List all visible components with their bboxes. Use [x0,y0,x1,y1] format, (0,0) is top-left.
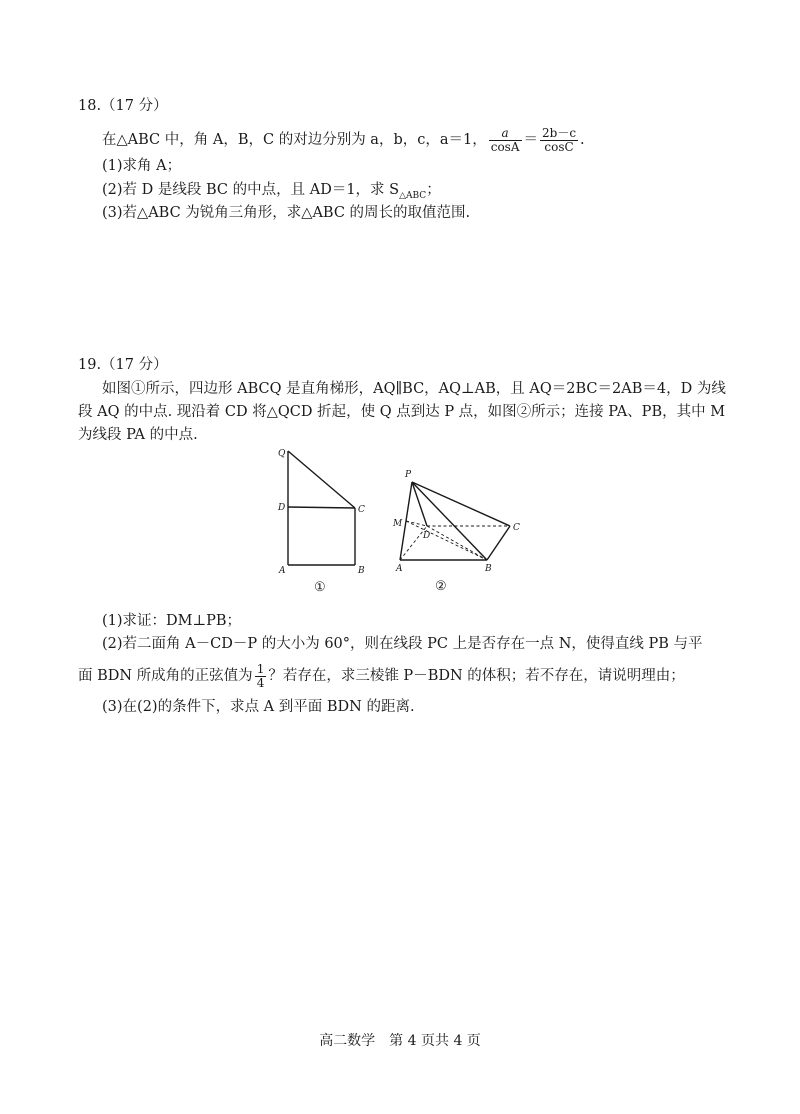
page-footer: 高二数学 第 4 页共 4 页 [319,1033,481,1049]
fig2-label-b: B [485,564,492,574]
q18-frac1-num: a [489,127,522,141]
q18-frac1-den: cosA [490,139,520,154]
fig2-label-a: A [396,564,403,574]
q19-sub3: (3)在(2)的条件下，求点 A 到平面 BDN 的距离. [102,699,415,715]
q19-sub2-frac-num: 1 [256,661,265,676]
q18-frac2-num: 2b－c [542,125,577,140]
fig2-edge-db [427,526,487,560]
q18-fraction-1 [489,127,522,154]
fig2-edge-bc [487,526,510,560]
q18-frac2-den: cosC [544,139,574,154]
fig2-edge-pb [412,482,487,560]
fig1-label-a: A [279,566,286,576]
fig2-edge-pd [412,482,427,526]
fig1-label-q: Q [278,449,286,459]
fig2-caption: ② [435,579,447,594]
fig2-edge-mb [406,521,487,560]
fig1-label-d: D [278,503,286,513]
q19-sub1: (1)求证：DM⊥PB； [102,613,242,629]
fig2-label-c: C [513,523,520,533]
q18-sub2-subscript: △ABC [399,190,427,201]
fig1-edge-dc [288,507,355,508]
q18-sub2-text: (2)若 D 是线段 BC 的中点，且 AD＝1，求 S [102,182,400,198]
q18-stem [102,124,585,156]
fig2-label-d: D [423,531,431,541]
q19-sub2-line-2 [78,660,685,692]
fig1-caption: ① [314,580,326,594]
fig2-label-p: P [405,470,412,480]
fig2-edge-md [406,521,427,526]
q18-sub3: (3)若△ABC 为锐角三角形，求△ABC 的周长的取值范围. [102,205,471,221]
fig2-edge-pc [412,482,510,526]
q18-sub1: (1)求角 A； [102,158,182,174]
fig1-label-b: B [358,566,365,576]
q19-sub2-line-1: (2)若二面角 A－CD－P 的大小为 60°，则在线段 PC 上是否存在一点 N，使得直线 PB 与平 [102,636,703,652]
q19-stem-line-3: 为线段 PA 的中点. [78,427,198,443]
q19-stem-line-1: 如图①所示，四边形 ABCQ 是直角梯形，AQ∥BC，AQ⊥AB，且 AQ＝2BC＝2AB＝4，D 为线 [102,381,726,397]
fig1-label-c: C [358,505,365,515]
q18-fraction-2 [540,127,578,154]
q19-sub2-fraction [255,663,267,690]
figure-2 [390,464,530,594]
q18-sub2-end: ； [426,182,441,198]
q18-sub2 [102,181,441,205]
q19-sub2-frac-den: 4 [256,675,265,690]
q19-header: 19.（17 分） [78,357,168,373]
fig1-edge-qc [288,451,355,508]
q19-stem-line-2: 段 AQ 的中点. 现沿着 CD 将△QCD 折起，使 Q 点到达 P 点，如图②所示；连接 PA、PB，其中 M [78,404,726,420]
q18-header: 18.（17 分） [78,98,168,114]
q19-sub2-text: 面 BDN 所成角的正弦值为 [78,668,253,684]
figure-1 [272,446,372,594]
q19-sub2-text-end: ？若存在，求三棱锥 P－BDN 的体积；若不存在，请说明理由； [268,668,685,684]
q18-equals: ＝ [523,132,538,148]
q18-stem-end: . [580,132,585,148]
q18-stem-text: 在△ABC 中，角 A，B，C 的对边分别为 a，b，c，a＝1， [102,132,487,148]
fig2-label-m: M [393,519,403,529]
